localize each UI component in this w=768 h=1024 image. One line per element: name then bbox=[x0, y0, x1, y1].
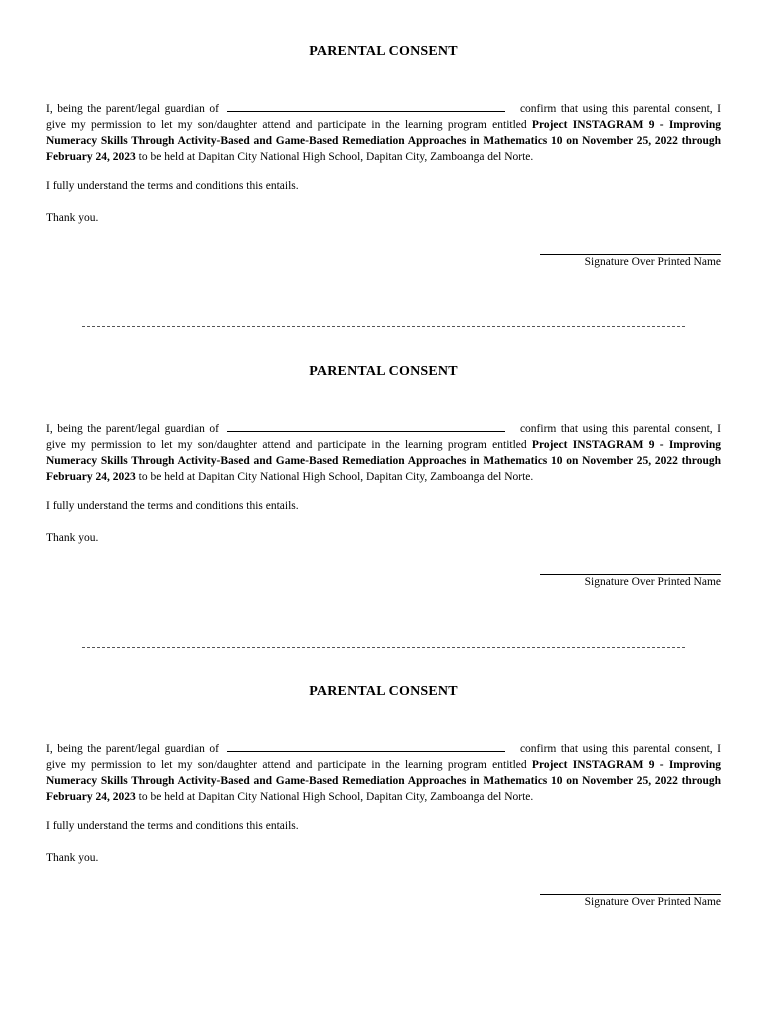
consent-paragraph bbox=[46, 420, 721, 485]
venue-text: to be held at Dapitan City National High School, Dapitan City, Zamboanga del Norte. bbox=[138, 791, 534, 803]
consent-form-1 bbox=[46, 44, 721, 274]
intro-end-text: confirm that using this parental consent, I give my permission to let my son/daughter attend and participate in the learning program entitled bbox=[46, 103, 722, 131]
program-title-text: Project INSTAGRAM 9 - Improving Numeracy Skills Through Activity-Based and Game-Based Remediation Approaches in Mathematics 10 on November 25, 2022 through February 24, 2023 bbox=[46, 439, 722, 483]
program-title-text: Project INSTAGRAM 9 - Improving Numeracy Skills Through Activity-Based and Game-Based Remediation Approaches in Mathematics 10 on November 25, 2022 through February 24, 2023 bbox=[46, 119, 722, 163]
understand-statement: I fully understand the terms and conditions this entails. bbox=[46, 180, 299, 192]
form-title: PARENTAL CONSENT bbox=[309, 44, 458, 59]
intro-end-text: confirm that using this parental consent, I give my permission to let my son/daughter attend and participate in the learning program entitled bbox=[46, 423, 722, 451]
consent-form-2 bbox=[46, 364, 721, 594]
student-name-blank[interactable] bbox=[227, 420, 505, 432]
understand-statement: I fully understand the terms and conditions this entails. bbox=[46, 500, 299, 512]
signature-label: Signature Over Printed Name bbox=[584, 896, 721, 908]
program-title-text: Project INSTAGRAM 9 - Improving Numeracy Skills Through Activity-Based and Game-Based Remediation Approaches in Mathematics 10 on November 25, 2022 through February 24, 2023 bbox=[46, 759, 722, 803]
cut-line-divider bbox=[82, 326, 685, 327]
intro-start-text: I, being the parent/legal guardian of bbox=[46, 743, 219, 755]
student-name-blank[interactable] bbox=[227, 740, 505, 752]
venue-text: to be held at Dapitan City National High School, Dapitan City, Zamboanga del Norte. bbox=[138, 151, 534, 163]
intro-start-text: I, being the parent/legal guardian of bbox=[46, 423, 219, 435]
signature-block bbox=[46, 884, 721, 914]
signature-label: Signature Over Printed Name bbox=[584, 576, 721, 588]
consent-paragraph bbox=[46, 100, 721, 165]
signature-block bbox=[46, 564, 721, 594]
signature-block bbox=[46, 244, 721, 274]
understand-statement: I fully understand the terms and conditions this entails. bbox=[46, 820, 299, 832]
form-title: PARENTAL CONSENT bbox=[309, 364, 458, 379]
thank-you-text: Thank you. bbox=[46, 212, 99, 224]
consent-form-3 bbox=[46, 684, 721, 914]
intro-start-text: I, being the parent/legal guardian of bbox=[46, 103, 219, 115]
venue-text: to be held at Dapitan City National High School, Dapitan City, Zamboanga del Norte. bbox=[138, 471, 534, 483]
intro-end-text: confirm that using this parental consent, I give my permission to let my son/daughter attend and participate in the learning program entitled bbox=[46, 743, 722, 771]
consent-paragraph bbox=[46, 740, 721, 805]
signature-label: Signature Over Printed Name bbox=[584, 256, 721, 268]
form-title: PARENTAL CONSENT bbox=[309, 684, 458, 699]
thank-you-text: Thank you. bbox=[46, 852, 99, 864]
student-name-blank[interactable] bbox=[227, 100, 505, 112]
cut-line-divider bbox=[82, 647, 685, 648]
thank-you-text: Thank you. bbox=[46, 532, 99, 544]
